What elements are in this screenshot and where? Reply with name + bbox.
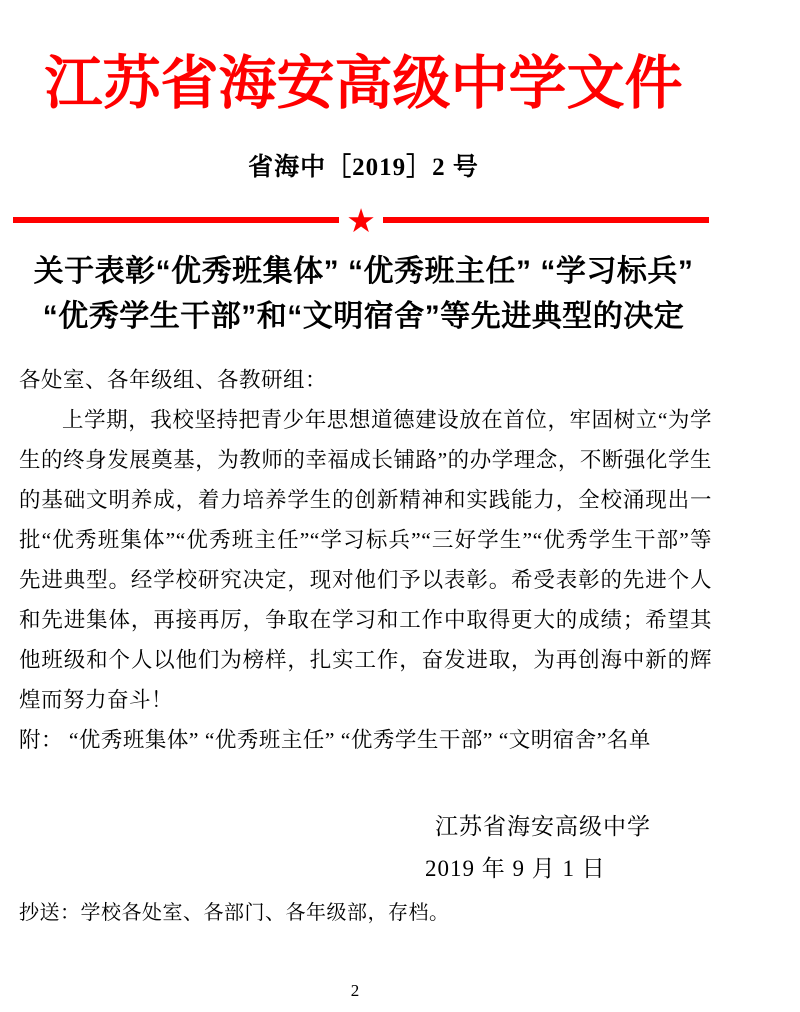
page-number: 2 (350, 981, 360, 1000)
signature-block (425, 806, 651, 890)
signature-date: 2019 年 9 月 1 日 (425, 856, 606, 881)
red-divider-rule (13, 202, 709, 238)
salutation-line: 各处室、各年级组、各教研组： (19, 368, 328, 392)
document-title (15, 249, 712, 339)
document-body (19, 360, 712, 760)
document-reference-number: 省海中［2019］2 号 (248, 154, 479, 181)
letterhead-org-title: 江苏省海安高级中学文件 (44, 51, 683, 116)
attachment-line: 附： “优秀班集体” “优秀班主任” “优秀学生干部” “文明宿舍”名单 (19, 728, 651, 752)
star-icon: ★ (346, 200, 376, 240)
document-title-line2: “优秀学生干部”和“文明宿舍”等先进典型的决定 (42, 300, 685, 333)
red-divider-right-bar (383, 217, 709, 223)
document-title-line1: 关于表彰“优秀班集体” “优秀班主任” “学习标兵” (33, 255, 694, 288)
red-divider-left-bar (13, 217, 339, 223)
signature-organization: 江苏省海安高级中学 (435, 814, 651, 839)
main-paragraph: 上学期，我校坚持把青少年思想道德建设放在首位，牢固树立“为学生的终身发展奠基，为教师的幸福成长铺路”的办学理念，不断强化学生的基础文明养成，着力培养学生的创新精神和实践能力，全校涌现出一批“优秀班集体”“优秀班主任”“学习标兵”“三好学生”“优秀学生干部”等先进典型。经学校研究决定，现对他们予以表彰。希受表彰的先进个人和先进集体，再接再厉，争取在学习和工作中取得更大的成绩；希望其他班级和个人以他们为榜样，扎实工作，奋发进取，为再创海中新的辉煌而努力奋斗！ (19, 408, 712, 712)
cc-distribution-line: 抄送：学校各处室、各部门、各年级部，存档。 (19, 902, 450, 924)
